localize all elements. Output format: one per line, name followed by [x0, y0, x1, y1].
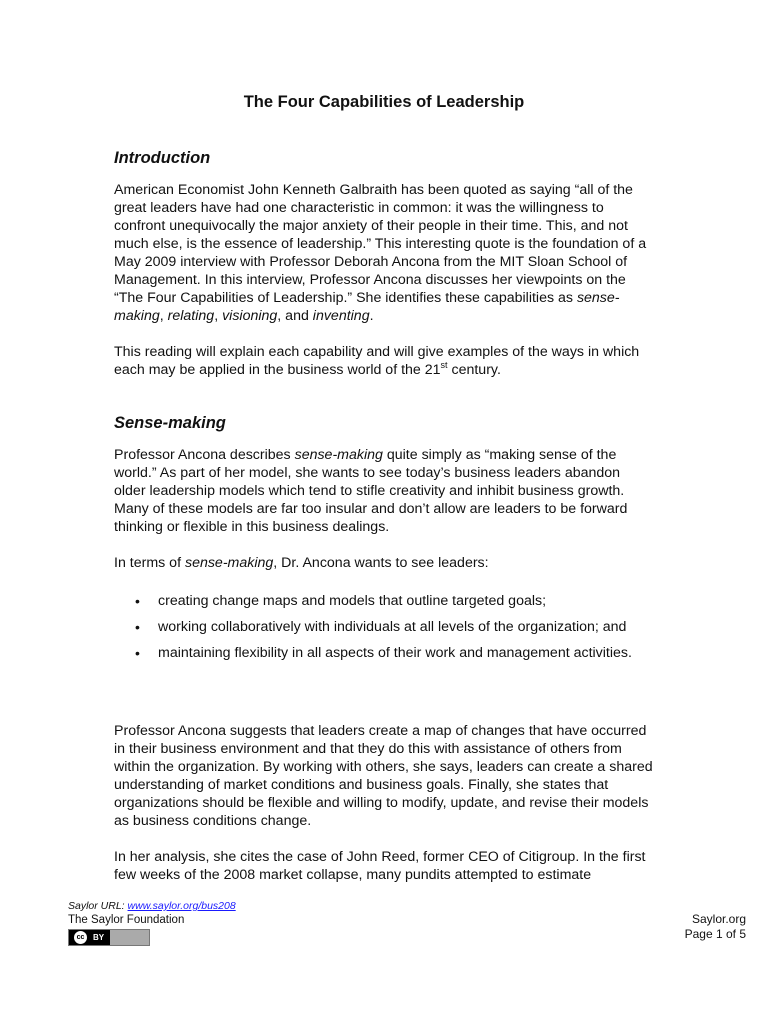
footer-url-line: Saylor URL: www.saylor.org/bus208	[68, 900, 236, 912]
footer-page-number: Page 1 of 5	[684, 927, 746, 941]
footer-foundation: The Saylor Foundation	[68, 914, 185, 926]
document-title: The Four Capabilities of Leadership	[243, 93, 525, 111]
capability-relating: relating	[167, 308, 215, 324]
sense-making-paragraph-1: Professor Ancona describes sense-making quite simply as “making sense of the world.” As part of her model, she wants to see today’s business leaders abandon older leadership models which tend to stifle creativity and inhibit business growth. Many of these models are far too insular and don’t allow are leaders to be forward thinking or flexible in this business dealings.	[114, 447, 628, 535]
intro-paragraph-1: American Economist John Kenneth Galbraith has been quoted as saying “all of the great leaders have had one characteristic in common: it was the willingness to confront unequivocally the major anxiety of their people in their time. This, and not much else, is the essence of leadership.” This interesting quote is the foundation of a May 2009 interview with Professor Deborah Ancona from the MIT Sloan School of Management. In this interview, Professor Ancona discusses her viewpoints on the “The Four Capabilities of Leadership.” She identifies these capabilities as sense-making, relating, visioning, and inventing.	[114, 182, 647, 324]
list-item: • working collaboratively with individuals at all levels of the organization; and	[135, 619, 627, 635]
section-heading-introduction: Introduction	[114, 149, 211, 167]
capability-visioning: visioning	[222, 308, 278, 324]
list-item: • maintaining flexibility in all aspects of their work and management activities.	[135, 645, 632, 661]
sense-making-paragraph-2: In terms of sense-making, Dr. Ancona wants to see leaders:	[114, 555, 489, 571]
cc-by-license-badge[interactable]	[68, 929, 150, 946]
creative-commons-icon: cc	[73, 930, 88, 945]
intro-paragraph-2: This reading will explain each capability and will give examples of the ways in which each may be applied in the business world of the 21st century.	[114, 344, 640, 378]
bullet-icon: •	[135, 645, 140, 661]
bullet-icon: •	[135, 619, 140, 635]
capability-inventing: inventing	[312, 308, 370, 324]
bullet-icon: •	[135, 593, 140, 609]
license-by-label: BY	[93, 933, 105, 942]
sense-making-paragraph-4: In her analysis, she cites the case of John Reed, former CEO of Citigroup. In the first few weeks of the 2008 market collapse, many pundits attempted to estimate	[114, 849, 646, 883]
capability-sense-making: sense-making	[114, 290, 620, 324]
badge-fill	[110, 930, 149, 945]
footer-url-link[interactable]: www.saylor.org/bus208	[127, 900, 236, 912]
footer-left	[68, 899, 236, 927]
sense-making-paragraph-3: Professor Ancona suggests that leaders create a map of changes that have occurred in their business environment and that they do this with assistance of others from within the organization. By working with others, she says, leaders can create a shared understanding of market conditions and business goals. Finally, she states that organizations should be flexible and willing to modify, update, and revise their models as business conditions change.	[114, 723, 653, 829]
section-heading-sense-making: Sense-making	[114, 414, 226, 432]
footer-right	[685, 912, 746, 942]
list-item: • creating change maps and models that outline targeted goals;	[135, 593, 547, 609]
footer-site: Saylor.org	[691, 912, 746, 926]
sense-making-bullet-list	[114, 592, 654, 670]
